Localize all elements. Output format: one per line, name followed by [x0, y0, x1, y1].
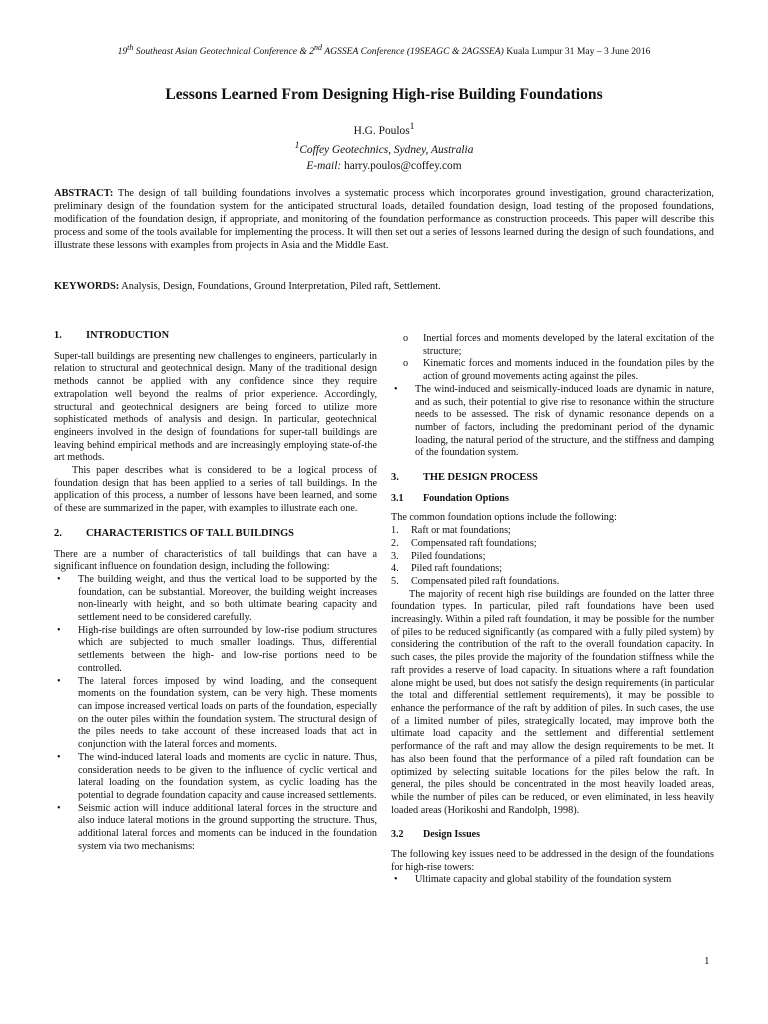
- intro-paragraph-2: This paper describes what is considered to be a logical process of foundation design that has been applied to a series of tall buildings. In the application of this process, a number of lessons have been learned, and some of these are summarized in the paper, with examples to illustrate each one.: [54, 465, 377, 515]
- author-affiliation-line: [54, 139, 714, 158]
- subsection-3-2-heading: [391, 829, 714, 842]
- abstract-label: ABSTRACT:: [54, 188, 114, 199]
- subsection-number: 3.1: [391, 492, 404, 504]
- list-item: • Seismic action will induce additional lateral forces in the structure and also induce lateral motions in the ground supporting the structure. Thus, additional lateral forces and moments can be induced in the foundation system via two mechanisms:: [54, 803, 377, 854]
- author-email-line: [54, 159, 714, 175]
- section-3-heading: [391, 472, 714, 485]
- item-text: Piled foundations;: [411, 550, 486, 562]
- list-item: • Ultimate capacity and global stability of the foundation system: [391, 874, 714, 887]
- paper-title: Lessons Learned From Designing High-rise Building Foundations: [165, 86, 603, 103]
- list-item: [391, 538, 714, 551]
- item-number: 3.: [391, 550, 399, 562]
- subsection-3-1-heading: [391, 493, 714, 506]
- list-item: [391, 525, 714, 538]
- section-1-heading: [54, 330, 377, 343]
- item-text: Compensated piled raft foundations.: [411, 575, 560, 587]
- list-item: o Kinematic forces and moments induced in the foundation piles by the action of ground movements acting against the piles.: [391, 358, 714, 383]
- piled-raft-paragraph: The majority of recent high rise buildings are founded on the latter three foundation types. In particular, piled raft foundations have been used increasingly. Within a piled raft foundation, it may be possible for the number of piles to be reduced significantly (as compared with a fully piled system) by considering the contribution of the raft to the overall foundation capacity. In such cases, the piles provide the majority of the foundation stiffness while the raft provides a reserve of load capacity. In situations where a raft foundation alone might be used, but does not satisfy the design requirements (in particular the total and differential settlement requirements), it may be possible to enhance the performance of the raft by addition of piles. In such cases, the use of a limited number of piles, strategically located, may improve both the ultimate load capacity and the settlement and differential settlement performance of the raft and may allow the design requirements to be met. It has also been found that the performance of a piled raft foundation can be optimized by selecting suitable locations for the piles below the raft. In general, the piles should be concentrated in the most heavily loaded areas, while the number of piles can be reduced, or even eliminated, in less heavily loaded areas (Horikoshi and Randolph, 1998).: [391, 588, 714, 816]
- conf-ordinal-sup: nd: [314, 43, 323, 52]
- section-title: INTRODUCTION: [86, 330, 170, 341]
- conf-ordinal-sup: th: [127, 43, 134, 52]
- conf-number: 19: [117, 46, 128, 58]
- section-title: THE DESIGN PROCESS: [423, 472, 538, 484]
- list-item: [391, 576, 714, 589]
- email-label: E-mail:: [306, 159, 342, 172]
- list-item: • The wind-induced and seismically-induced loads are dynamic in nature, and as such, their potential to give rise to resonance within the structure needs to be assessed. The risk of dynamic resonance depends on a number of factors, including the predominant period of the dynamic loading, the natural period of the structure, and the stiffness and damping of the foundation system.: [391, 384, 714, 460]
- author-sup: 1: [409, 122, 415, 132]
- item-text: Compensated raft foundations;: [411, 537, 537, 549]
- conf-name: Southeast Asian Geotechnical Conference & 2: [133, 46, 315, 58]
- subsection-title: Design Issues: [423, 829, 480, 841]
- section-title: CHARACTERISTICS OF TALL BUILDINGS: [86, 527, 294, 539]
- section-number: 1.: [54, 330, 62, 341]
- characteristics-intro: There are a number of characteristics of tall buildings that can have a significant influence on foundation design, including the following:: [54, 548, 377, 573]
- list-item: o Inertial forces and moments developed by the lateral excitation of the structure;: [391, 333, 714, 358]
- abstract: [54, 187, 714, 252]
- author-name-line: [54, 120, 714, 139]
- author-affiliation: Coffey Geotechnics, Sydney, Australia: [299, 144, 474, 157]
- list-item: [391, 563, 714, 576]
- keywords-label: KEYWORDS:: [54, 281, 120, 292]
- intro-paragraph-1: Super-tall buildings are presenting new challenges to engineers, particularly in relation to structural and geotechnical design. Many of the traditional design methods cannot be applied with any confidence since they require extrapolation well beyond the realms of prior experience. Accordingly, structural and geotechnical designers are being forced to utilize more sophisticated methods of analysis and design. In particular, geotechnical engineers involved in the design of foundations for super-tall buildings are leaving behind empirical methods and are increasingly employing state-of-the art methods.: [54, 350, 377, 464]
- list-item: [391, 551, 714, 564]
- list-item: • The wind-induced lateral loads and moments are cyclic in nature. Thus, consideration needs to be given to the influence of cyclic vertical and lateral loading on the foundation system, as cyclic loading has the potential to degrade foundation capacity and cause increased settlements.: [54, 752, 377, 803]
- running-header: [54, 43, 714, 57]
- section-2-heading: [54, 528, 377, 541]
- item-number: 1.: [391, 525, 399, 537]
- item-text: Raft or mat foundations;: [411, 525, 511, 537]
- right-column: [391, 333, 714, 887]
- author-name: H.G. Poulos: [353, 124, 410, 137]
- keywords: [54, 280, 714, 293]
- list-item: • High-rise buildings are often surrounded by low-rise podium structures which are subjected to much smaller loadings. Thus, differential settlements between the high- and low-rise portions need to be controlled.: [54, 625, 377, 676]
- design-issues-intro: The following key issues need to be addressed in the design of the foundations for high-rise towers:: [391, 849, 714, 873]
- author-block: [54, 120, 714, 174]
- author-email: harry.poulos@coffey.com: [341, 159, 462, 172]
- conf-location-dates: Kuala Lumpur 31 May – 3 June 2016: [503, 46, 651, 58]
- options-intro: The common foundation options include the following:: [391, 512, 617, 524]
- list-item: • The lateral forces imposed by wind loading, and the consequent moments on the foundation system, can be very high. These moments can impose increased vertical loads on parts of the foundation, especially on the outer piles within the foundation system. The structural design of the piles needs to take account of these increased loads that act in conjunction with the lateral forces and moments.: [54, 676, 377, 752]
- item-number: 4.: [391, 563, 399, 575]
- characteristics-list: [54, 574, 377, 853]
- characteristics-list-cont: [391, 384, 714, 460]
- keywords-text: Analysis, Design, Foundations, Ground Interpretation, Piled raft, Settlement.: [119, 281, 441, 292]
- left-column: [54, 330, 377, 853]
- affiliation-sup: 1: [294, 141, 300, 152]
- list-item: • The building weight, and thus the vertical load to be supported by the foundation, can be substantial. Moreover, the building weight increases non-linearly with height, and so both ultimate bearing capacity and settlement need to be considered carefully.: [54, 574, 377, 625]
- conf-abbrev: AGSSEA Conference (19SEAGC & 2AGSSEA): [322, 46, 504, 58]
- section-number: 3.: [391, 472, 399, 484]
- section-number: 2.: [54, 527, 62, 539]
- foundation-options-list: [391, 525, 714, 589]
- subsection-number: 3.2: [391, 829, 404, 841]
- mechanisms-list: [391, 333, 714, 384]
- design-issues-list: [391, 874, 714, 887]
- item-number: 5.: [391, 575, 399, 587]
- abstract-text: The design of tall building foundations involves a systematic process which incorporates ground investigation, ground characterization, preliminary design of the foundation system for the anticipated structural loads, detailed foundation design, load testing of the proposed foundations, modification of the foundation design, if appropriate, and monitoring of the foundation performance as construction proceeds. This paper will describe this process and some of the tools available for implementing the process. It will then set out a series of lessons learned during the design of such foundations, and illustrate these lessons with examples from projects in Asia and the Middle East.: [54, 188, 714, 251]
- subsection-title: Foundation Options: [423, 492, 509, 504]
- item-number: 2.: [391, 537, 399, 549]
- item-text: Piled raft foundations;: [411, 563, 503, 575]
- page-number: 1: [704, 955, 710, 967]
